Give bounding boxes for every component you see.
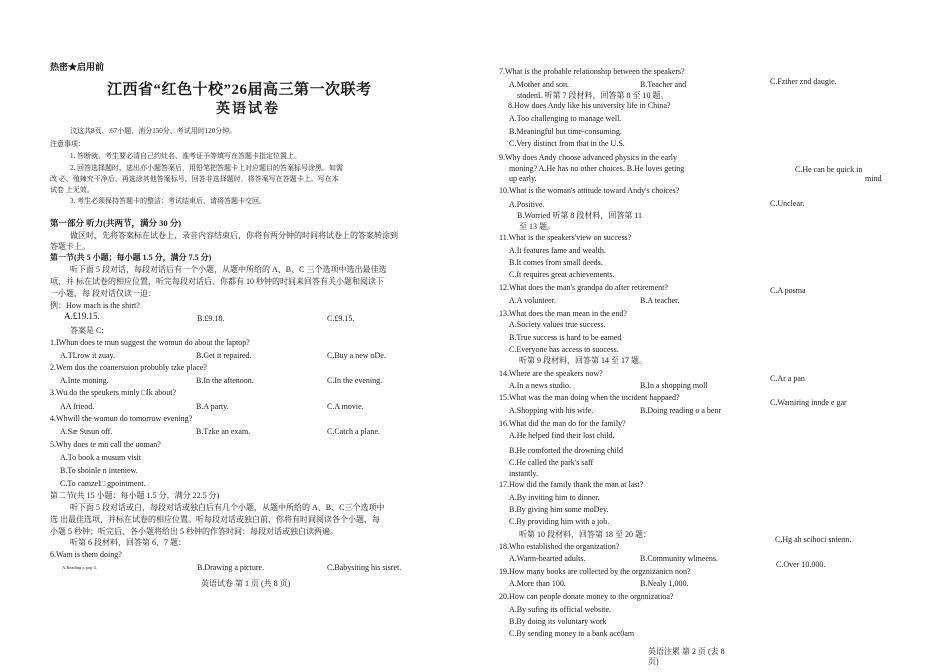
q9-option-c: C.He can be quick in (795, 165, 863, 174)
q5-option-c: C.To camzel□ gpointment. (60, 479, 146, 488)
q15-option-b: B.Doing reading o a benr (640, 406, 722, 415)
q9-option-c-cont: mind (865, 174, 882, 183)
q3-option-c: C.A movie. (327, 402, 364, 411)
q6-option-c: C.Babysiting his sisret. (327, 563, 402, 572)
question-10: 10.What is the woman's attitude toward Andy's choices? (499, 186, 680, 195)
q20-option-b: B.By doing its voluntary work (509, 617, 607, 626)
exam-info: 汶这共8页、.67小题，消分150分、考试用时120分钟。 (70, 127, 237, 135)
example-option-b: B.£9.18. (197, 314, 225, 323)
section-1-desc-cont: 项，并 标在试卷的相应位置，听完每段对话后、你都有 10 秒钟的时间来回答有关小题和阅读下 (50, 277, 384, 286)
section-2-desc: 听下面 5 段对话或白，每段对话或独白后有几个小题，从题中所给的 A、B、C三个选项中 (70, 503, 385, 512)
q11-option-c: C.It requires great achievements. (509, 270, 615, 279)
section-2-desc-cont2: 小题 5 秒钟；听完后、各小题将给出 5 秒钟的作答时间：每段对话或独白读两遍。 (50, 527, 338, 536)
question-4: 4.Whwill the womun do tomorrow evening? (50, 414, 193, 423)
question-6: 6.Wam is them doing? (50, 550, 122, 559)
q8-option-a: A.Too challenging to manage well. (509, 114, 622, 123)
q17-option-a: A.By inviting him to dinner. (509, 493, 600, 502)
q5-option-a: A.To book a musum visit (60, 453, 141, 462)
q7-option-a: A.Mother and son. (509, 80, 569, 89)
q19-option-a: A.More than 100. (509, 579, 566, 588)
question-7: 7.What is the probable relationship between the speakers? (499, 67, 685, 76)
q5-option-b: B.To sboinle n inteniew. (60, 466, 138, 475)
q12-option-b: B.A teacher. (640, 296, 680, 305)
question-15: 15.What was the man doing when the incident happaed? (499, 393, 680, 402)
confidential-mark: 热密★启用前 (50, 62, 105, 72)
question-19: 19.How many books are collected by the orgznizanicn non? (499, 567, 691, 576)
q13-option-a: A.Society values true success. (509, 320, 606, 329)
q17-option-b: B.By giving him some moDey. (509, 505, 609, 514)
notice-item-3: 3. 考生必须保持答题卡的整洁：考试结束后、请将答题卡交回。 (70, 197, 266, 205)
material-8-note: 至 13 题。 (519, 222, 555, 231)
part-1-heading: 第一部分 听力(共两节，满分 30 分) (50, 218, 182, 228)
q16-option-b: B.He comforted the drowning child (509, 446, 623, 455)
example-option-c: C.£9.15. (327, 314, 355, 323)
q19-option-c: C.Over 10.000. (776, 560, 826, 569)
notice-item-2-cont2: 试卷 上无效。 (50, 186, 94, 194)
notice-item-1: 1. 答断就，考生要必清自己约灶名、准考证予等填写在答题卡指定位置上。 (70, 152, 301, 160)
question-3: 3.Wu do the speukers minly □lk about? (50, 388, 177, 397)
question-13: 13.What does the man mean in the end? (499, 309, 627, 318)
material-10-note: 听第 10 段材料，回答第 18 至 20 题： (519, 530, 651, 539)
exam-subtitle: 英语试卷 (216, 102, 280, 117)
question-17: 17.How did the family thank the man at last? (499, 480, 644, 489)
question-8: 8.How does Andy like his university life in China? (508, 101, 671, 110)
q16-option-c: C.He called the park's saff (509, 458, 594, 467)
material-7-note: stodenL 听第 7 段材料，回答第 8 至 10 题。 (517, 91, 669, 100)
question-20: 20.How can people donate money to the orgnnizatioa? (499, 592, 674, 601)
part-1-desc: 做区时、先将答案标在试卷上、录音内容结束后，你将有两分钟的时间将试卷上的答案转涂到 (70, 231, 398, 240)
page-1-footer: 英语试卷 第 1 页 (共 8 页) (201, 579, 291, 588)
question-9: 9.Why does Andy choose advanced physics in the early (499, 153, 677, 162)
example-question: 例：How mach is the shirt? (50, 301, 140, 310)
q9-options: moning? A.He has no other choices. B.He loves geting (509, 164, 685, 173)
section-2-heading: 第二节(共 15 小题：每小题 1.5 分，满分 22.5 分) (50, 491, 220, 500)
q2-option-b: B.In the aftenoon. (196, 376, 254, 385)
question-1: 1.IWhun does te mun suggest the womun do about the laptop? (50, 338, 250, 347)
question-11: 11.What is the speakers'view on success? (499, 233, 632, 242)
question-16: 16.What did the man do for the family? (499, 419, 626, 428)
question-14: 14.Where are the speakers now? (499, 369, 603, 378)
example-answer: 答案是 C: (70, 326, 104, 335)
q6-option-a: A.Reading a pop 4. (62, 565, 97, 570)
q13-option-c: C.Everyone has access to suocess. (509, 345, 619, 354)
q1-option-c: C.Buy a new oDe. (327, 351, 386, 360)
example-option-a: A.£19.15. (64, 311, 100, 321)
material-6-note: 听第 6 段材料，回答第 6、7 题： (70, 538, 186, 547)
q12-option-a: A.A volunteer. (509, 296, 556, 305)
q14-option-a: A.In a news studio. (509, 381, 571, 390)
q20-option-c: C.By sending money to a bank acc0am (509, 629, 635, 638)
q15-option-a: A.Shopping with his wife. (509, 406, 594, 415)
q6-option-b: B.Drawing a picture. (197, 563, 265, 572)
q16-option-a: A.He helped find their lost child. (509, 431, 615, 440)
section-1-heading: 第一节(共 5 小题；每小题 1.5 分，满分 7.5 分) (50, 253, 212, 262)
q4-option-a: A.Sæ Susun off. (60, 427, 113, 436)
q9-option-b-cont: up early. (509, 174, 537, 183)
q10-option-a: A.Positive. (509, 200, 545, 209)
q3-option-b: B.A party. (196, 402, 229, 411)
notice-heading: 注意事项： (50, 140, 85, 148)
page-2-footer: 英语注累 第 2 页 (去 8 (648, 647, 725, 656)
q16-option-c-cont: instantly. (509, 469, 539, 478)
q18-option-a: A.Warm-bearted adults. (509, 554, 586, 563)
page-2-footer-cont: 页) (648, 657, 659, 666)
material-9-note: 听第 9 段材料，回答第 14 至 17 题。 (519, 356, 647, 365)
q18-option-b: B.Community wlmeens. (640, 554, 718, 563)
question-18: 18.Who established the organization? (499, 542, 620, 551)
q2-option-a: A.Inte moning. (60, 376, 109, 385)
q17-option-c: C.By providing him with a job. (509, 517, 610, 526)
q14-option-b: B.In a shopping moll (640, 381, 708, 390)
q8-option-b: B.Meaningful but time-consuming. (509, 127, 622, 136)
q2-option-c: C.In the evening. (327, 376, 383, 385)
q7-option-b: B.Teacher and (640, 80, 687, 89)
q8-option-c: C.Very distinct from that in the U.S. (509, 139, 625, 148)
q3-option-a: AA frieod. (60, 402, 95, 411)
exam-title: 江西省“红色十校”26届高三第一次联考 (107, 82, 372, 98)
q7-option-c: C.Fzther znd daugie. (770, 77, 837, 86)
notice-item-2: 2. 回答选择题时、选出亦小题答案后，用铅笔把答题卡上对应题目的答案标号涂黑。如需 (70, 164, 343, 172)
q10-option-b: B.Worried 听第 8 段材料，回答第 11 (517, 211, 643, 220)
q10-option-c: C.Unclear. (770, 199, 805, 208)
q1-option-b: B.Get it repaired. (196, 351, 252, 360)
q20-option-a: A.By sufing its official website. (509, 605, 612, 614)
q19-option-b: B.Nealy 1,000. (640, 579, 689, 588)
q4-option-b: B.Tzke an exam. (196, 427, 251, 436)
question-12: 12.What does the man's grandpa do after retirement? (499, 283, 668, 292)
q15-option-c: C.Wamiring innde e gar (770, 398, 847, 407)
section-1-desc-cont2: 一小题，每 段对话仅读一迫： (50, 289, 156, 298)
question-2: 2.Wem dos the coanersuion probubly tzke place? (50, 363, 207, 372)
part-1-desc-cont: 答题卡上。 (50, 242, 90, 251)
notice-item-2-cont: 改 必、殖辣究干净后、再选涂其他答案标号。回答非选择题时，将答案写在答题卡上。写在本 (50, 175, 339, 183)
question-5: 5.Why does te mn call the uoman? (50, 440, 161, 449)
q12-option-c: C.A posma (770, 286, 806, 295)
section-1-desc: 听下面 5 段对话，每段对话后有一个小题，从题中所给的 A、B、C 三个选项中选出最佳选 (70, 265, 387, 274)
q13-option-b: B.True success is hard to be eamed (509, 333, 622, 342)
q18-option-c: C.Hg ah scihoci snienn. (775, 535, 852, 544)
q11-option-b: B.It comes from small deeds. (509, 258, 603, 267)
q11-option-a: A.It features fame and wealth. (509, 246, 606, 255)
section-2-desc-cont: 选 出最佳选项，并标在试卷的相应位置。听每段对话或独白前，你将有时间阅读各个小题，每 (50, 515, 380, 524)
q14-option-c: C.Ar a pan (770, 374, 805, 383)
q1-option-a: A.TLrow it zuay. (60, 351, 116, 360)
q4-option-c: C.Catch a plane. (327, 427, 380, 436)
